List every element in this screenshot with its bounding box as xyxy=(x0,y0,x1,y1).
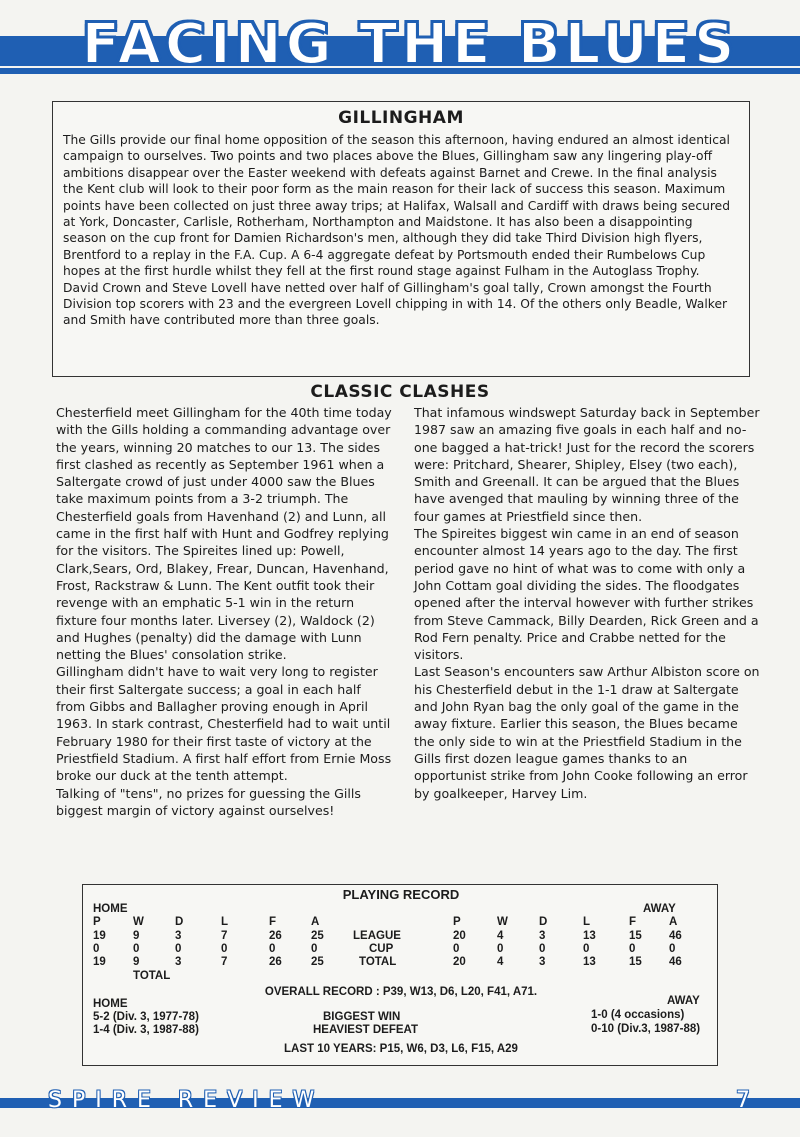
classic-clashes-heading: CLASSIC CLASHES xyxy=(310,382,490,402)
home-col-l: L xyxy=(221,916,229,928)
total-home-f: 26 xyxy=(269,956,282,968)
record-home-label-2: HOME xyxy=(93,998,128,1010)
cup-away-f: 0 xyxy=(629,943,636,955)
league-home-l: 7 xyxy=(221,930,228,942)
home-col-w: W xyxy=(133,916,144,928)
total-label: TOTAL xyxy=(359,956,397,968)
league-home-f: 26 xyxy=(269,930,282,942)
footer-magazine-title: SPIRE REVIEW xyxy=(48,1088,325,1113)
league-away-p: 20 xyxy=(453,930,466,942)
classic-left-column xyxy=(56,404,394,819)
away-col-d: D xyxy=(539,916,548,928)
cup-home-a: 0 xyxy=(311,943,318,955)
total-away-p: 20 xyxy=(453,956,466,968)
total-home-p: 19 xyxy=(93,956,106,968)
home-col-p: P xyxy=(93,916,101,928)
cup-away-w: 0 xyxy=(497,943,504,955)
away-col-l: L xyxy=(583,916,591,928)
cup-home-d: 0 xyxy=(175,943,182,955)
gillingham-box xyxy=(52,101,750,377)
record-away-label-2: AWAY xyxy=(667,995,700,1007)
home-biggest-win: 5-2 (Div. 3, 1977-78) xyxy=(93,1011,199,1023)
classic-left-paragraph-1: Chesterfield meet Gillingham for the 40th time today with the Gills holding a commanding advantage over the years, winning 20 matches to our 13. The sides first clashed as recently as September 1961 when a Saltergate crowd of just under 4000 saw the Blues take maximum points from a 3-2 triumph. The Chesterfield goals from Havenhand (2) and Lunn, all came in the first half with Hunt and Godfrey replying for the visitors. The Spireites lined up: Powell, Clark,Sears, Ord, Blakey, Frear, Duncan, Havenhand, Frost, Rackstraw & Lunn. The Kent outfit took their revenge with an emphatic 5-1 win in the return fixture four months later. Liversey (2), Waldock (2) and Hughes (penalty) did the damage with Lunn netting the Blues' consolation strike. xyxy=(56,405,392,663)
away-biggest-win: 1-0 (4 occasions) xyxy=(591,1009,685,1021)
biggest-win-label: BIGGEST WIN xyxy=(323,1011,401,1023)
page-number: 7 xyxy=(736,1088,750,1113)
playing-record-title: PLAYING RECORD xyxy=(342,887,460,902)
away-col-f: F xyxy=(629,916,637,928)
home-col-a: A xyxy=(311,916,320,928)
cup-home-w: 0 xyxy=(133,943,140,955)
heaviest-defeat-label: HEAVIEST DEFEAT xyxy=(313,1024,418,1036)
cup-home-p: 0 xyxy=(93,943,100,955)
classic-right-paragraph-3: Last Season's encounters saw Arthur Albiston score on his Chesterfield debut in the 1-1 draw at Saltergate and John Ryan bag the only goal of the game in the away fixture. Earlier this season, the Blues became the only side to win at the Priestfield Stadium in the Gills first dozen league games thanks to an opportunist strike from John Cooke following an error by goalkeeper, Harvey Lim. xyxy=(414,664,760,801)
cup-away-l: 0 xyxy=(583,943,590,955)
league-away-w: 4 xyxy=(497,930,504,942)
total-away-f: 15 xyxy=(629,956,642,968)
record-home-label: HOME xyxy=(93,903,128,915)
away-col-a: A xyxy=(669,916,678,928)
playing-record-box xyxy=(82,884,718,1066)
overall-record: OVERALL RECORD : P39, W13, D6, L20, F41, A71. xyxy=(264,986,538,998)
classic-right-paragraph-2: The Spireites biggest win came in an end of season encounter almost 14 years ago to the day. The first period gave no hint of what was to come with only a John Cottam goal dividing the sides. The floodgates opened after the interval however with further strikes from Steve Cammack, Billy Dearden, Rick Green and a Rod Fern penalty. Price and Crabbe netted for the visitors. xyxy=(414,526,759,663)
record-away-label: AWAY xyxy=(643,903,676,915)
record-total-sub-label: TOTAL xyxy=(133,970,171,982)
away-col-p: P xyxy=(453,916,461,928)
cup-label: CUP xyxy=(369,943,394,955)
home-heaviest-defeat: 1-4 (Div. 3, 1987-88) xyxy=(93,1024,199,1036)
total-home-d: 3 xyxy=(175,956,182,968)
gillingham-heading: GILLINGHAM xyxy=(338,108,464,128)
total-away-l: 13 xyxy=(583,956,596,968)
total-home-a: 25 xyxy=(311,956,324,968)
league-home-a: 25 xyxy=(311,930,324,942)
cup-away-p: 0 xyxy=(453,943,460,955)
league-label: LEAGUE xyxy=(353,930,401,942)
page-title: FACING THE BLUES xyxy=(81,12,739,77)
away-col-w: W xyxy=(497,916,508,928)
total-away-w: 4 xyxy=(497,956,504,968)
league-home-d: 3 xyxy=(175,930,182,942)
league-away-a: 46 xyxy=(669,930,682,942)
gillingham-paragraph-1: The Gills provide our final home opposition of the season this afternoon, having endured an almost identical campaign to ourselves. Two points and two places above the Blues, Gillingham saw any lingering play-off ambitions disappear over the Easter weekend with defeats against Barnet and Crewe. In the final analysis the Kent club will look to their poor form as the main reason for their lack of success this season. Maximum points have been collected on just three away trips; at Halifax, Walsall and Cardiff with draws being secured at York, Doncaster, Carlisle, Rotherham, Northampton and Maidstone. It has also been a disappointing season on the cup front for Damien Richardson's men, although they did take Third Division high flyers, Brentford to a replay in the F.A. Cup. A 6-4 aggregate defeat by Portsmouth ended their Rumbelows Cup hopes at the first hurdle whilst they fell at the first round stage against Fulham in the Autoglass Trophy. xyxy=(63,133,731,279)
total-away-d: 3 xyxy=(539,956,546,968)
total-away-a: 46 xyxy=(669,956,682,968)
home-col-f: F xyxy=(269,916,277,928)
cup-away-d: 0 xyxy=(539,943,546,955)
away-heaviest-defeat: 0-10 (Div.3, 1987-88) xyxy=(591,1023,701,1035)
cup-away-a: 0 xyxy=(669,943,676,955)
total-home-l: 7 xyxy=(221,956,228,968)
league-away-l: 13 xyxy=(583,930,596,942)
league-home-p: 19 xyxy=(93,930,106,942)
league-away-d: 3 xyxy=(539,930,546,942)
classic-left-paragraph-2: Gillingham didn't have to wait very long to register their first Saltergate success; a goal in each half from Gibbs and Ballagher proving enough in April 1963. In stark contrast, Chesterfield had to wait until February 1980 for their first taste of victory at the Priestfield Stadium. A first half effort from Ernie Moss broke our duck at the tenth attempt. xyxy=(56,664,392,784)
gillingham-paragraph-2: David Crown and Steve Lovell have netted over half of Gillingham's goal tally, Crown amongst the Fourth Division top scorers with 23 and the evergreen Lovell chipping in with 14. Of the others only Beadle, Walker and Smith have contributed more than three goals. xyxy=(63,280,728,328)
classic-right-paragraph-1: That infamous windswept Saturday back in September 1987 saw an amazing five goals in each half and no-one bagged a hat-trick! Just for the record the scorers were: Pritchard, Shearer, Shipley, Elsey (two each), Smith and Greenall. It can be argued that the Blues have avenged that mauling by winning three of the four games at Priestfield since then. xyxy=(414,405,760,524)
classic-right-column xyxy=(414,404,760,802)
classic-left-paragraph-3: Talking of "tens", no prizes for guessing the Gills biggest margin of victory against ourselves! xyxy=(56,785,361,818)
home-col-d: D xyxy=(175,916,184,928)
league-away-f: 15 xyxy=(629,930,642,942)
total-home-w: 9 xyxy=(133,956,140,968)
league-home-w: 9 xyxy=(133,930,140,942)
cup-home-l: 0 xyxy=(221,943,228,955)
last-ten-years: LAST 10 YEARS: P15, W6, D3, L6, F15, A29 xyxy=(284,1043,518,1055)
cup-home-f: 0 xyxy=(269,943,276,955)
